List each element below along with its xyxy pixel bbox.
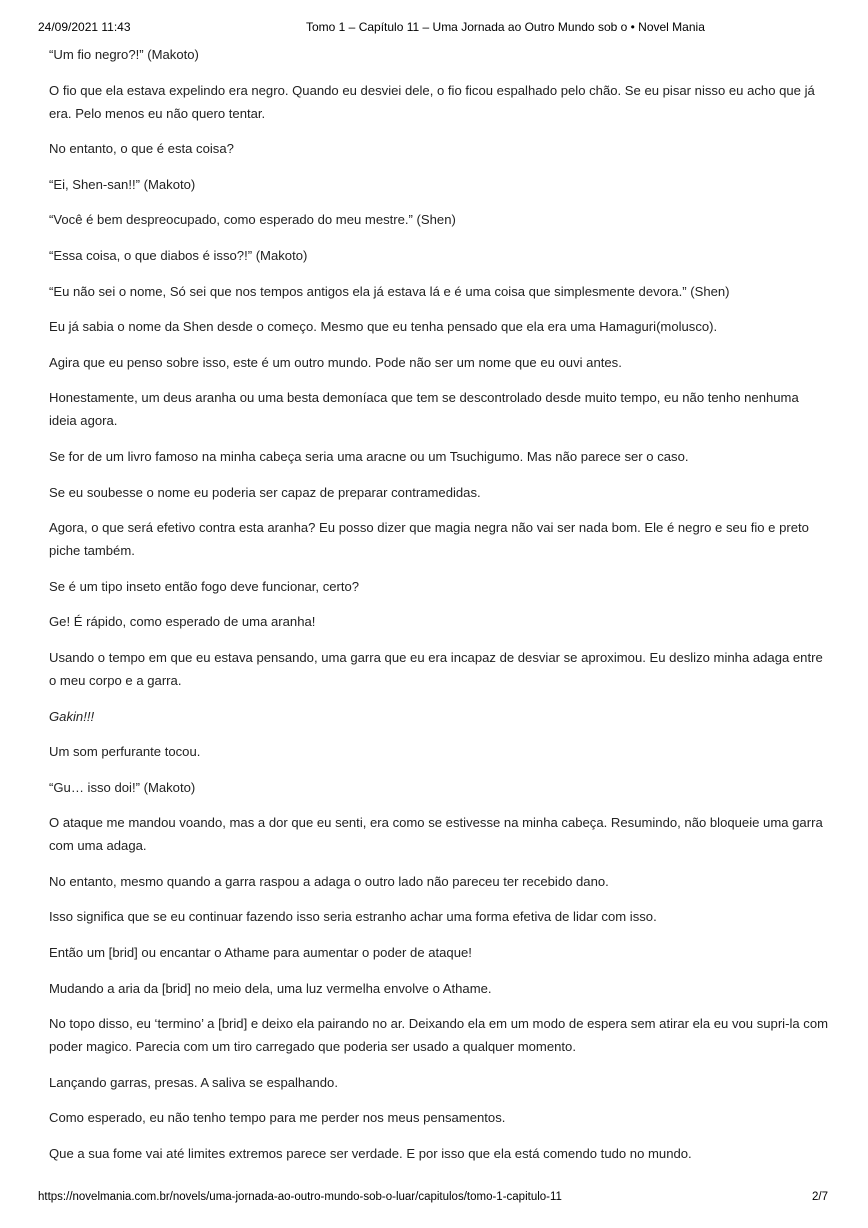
paragraph: “Gu… isso doi!” (Makoto) [49,779,196,795]
paragraph: Honestamente, um deus aranha ou uma besta demoníaca que tem se descontrolado desde muito tempo, eu não tenho nenhuma ideia agora. [49,390,799,429]
paragraph: Mudando a aria da [brid] no meio dela, uma luz vermelha envolve o Athame. [49,980,492,996]
paragraph: Lançando garras, presas. A saliva se espalhando. [49,1074,338,1090]
paragraph: No entanto, o que é esta coisa? [49,141,234,157]
sound-effect-paragraph: Gakin!!! [49,708,95,724]
paragraph: Agira que eu penso sobre isso, este é um outro mundo. Pode não ser um nome que eu ouvi antes. [49,354,622,370]
page-url: https://novelmania.com.br/novels/uma-jornada-ao-outro-mundo-sob-o-luar/capitulos/tomo-1-capitulo-11 [38,1191,562,1203]
print-footer [0,1191,868,1207]
paragraph: O fio que ela estava expelindo era negro. Quando eu desviei dele, o fio ficou espalhado pelo chão. Se eu pisar nisso eu acho que já era. Pelo menos eu não quero tentar. [49,82,815,121]
paragraph: “Um fio negro?!” (Makoto) [49,47,199,62]
paragraph: No entanto, mesmo quando a garra raspou a adaga o outro lado não pareceu ter recebido dano. [49,873,609,889]
paragraph: “Você é bem despreocupado, como esperado do meu mestre.” (Shen) [49,212,456,228]
paragraph: Eu já sabia o nome da Shen desde o começo. Mesmo que eu tenha pensado que ela era uma Hamaguri(molusco). [49,319,718,335]
paragraph: Se é um tipo inseto então fogo deve funcionar, certo? [49,578,360,594]
paragraph: Se eu soubesse o nome eu poderia ser capaz de preparar contramedidas. [49,484,481,500]
paragraph: Se for de um livro famoso na minha cabeça seria uma aracne ou um Tsuchigumo. Mas não parece ser o caso. [49,448,689,464]
paragraph: Como esperado, eu não tenho tempo para me perder nos meus pensamentos. [49,1110,506,1126]
paragraph: No topo disso, eu ‘termino’ a [brid] e deixo ela pairando no ar. Deixando ela em um modo de espera sem atirar ela eu vou supri-la com poder magico. Parecia com um tiro carregado que poderia ser usado a qualquer momento. [49,1016,829,1055]
print-header [0,20,868,36]
paragraph: Então um [brid] ou encantar o Athame para aumentar o poder de ataque! [49,945,472,961]
paragraph: Usando o tempo em que eu estava pensando, uma garra que eu era incapaz de desviar se aproximou. Eu deslizo minha adaga entre o meu corpo e a garra. [49,649,823,688]
paragraph: Um som perfurante tocou. [49,744,201,760]
paragraph: “Ei, Shen-san!!” (Makoto) [49,176,196,192]
page-title: Tomo 1 – Capítulo 11 – Uma Jornada ao Outro Mundo sob o • Novel Mania [306,20,705,34]
page-number: 2/7 [812,1191,828,1203]
paragraph: Agora, o que será efetivo contra esta aranha? Eu posso dizer que magia negra não vai ser nada bom. Ele é negro e seu fio e preto piche também. [49,520,809,559]
chapter-text [49,43,829,1178]
paragraph: Ge! É rápido, como esperado de uma aranha! [49,614,316,630]
paragraph: Que a sua fome vai até limites extremos parece ser verdade. E por isso que ela está comendo tudo no mundo. [49,1146,692,1162]
paragraph: “Essa coisa, o que diabos é isso?!” (Makoto) [49,247,308,263]
print-datetime: 24/09/2021 11:43 [38,20,131,34]
paragraph: O ataque me mandou voando, mas a dor que eu senti, era como se estivesse na minha cabeça. Resumindo, não bloqueie uma garra com uma adaga. [49,815,823,854]
paragraph: “Eu não sei o nome, Só sei que nos tempos antigos ela já estava lá e é uma coisa que simplesmente devora.” (Shen) [49,283,730,299]
paragraph: Isso significa que se eu continuar fazendo isso seria estranho achar uma forma efetiva de lidar com isso. [49,909,657,925]
